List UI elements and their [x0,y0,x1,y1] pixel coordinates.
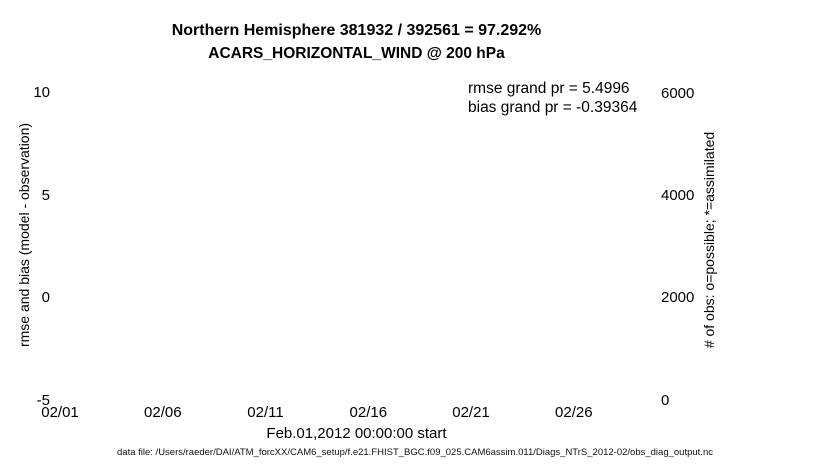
y-tick-right-4000: 4000 [661,187,695,204]
x-tick-0201: 02/01 [41,404,79,421]
x-tick-0206: 02/06 [144,404,182,421]
y-tick-right-6000: 6000 [661,84,695,102]
data-file-caption: data file: /Users/raeder/DAI/ATM_forcXX/CAM6_setup/f.e21.FHIST_BGC.f09_025.CAM6assim.011/Diags_NTrS_2012-02/obs_diag_output.nc [117,447,713,458]
x-tick-0211: 02/11 [247,404,284,421]
x-tick-0221: 02/21 [452,404,490,421]
y-tick-left-0: 0 [41,289,50,306]
y-tick-right-2000: 2000 [661,289,695,306]
y-tick-right-0: 0 [661,391,670,409]
x-axis-label: Feb.01,2012 00:00:00 start [266,425,447,442]
legend-label-bias: bias grand pr = -0.39364 [468,99,638,116]
y-tick-left-5: 5 [41,186,50,204]
y-tick-left-m5: -5 [36,391,50,409]
y-axis-label-left: rmse and bias (model - observation) [16,122,32,348]
y-tick-left-10: 10 [33,84,50,101]
x-tick-0226: 02/26 [555,404,593,421]
y-axis-label-right: # of obs: o=possible; *=assimilated [701,131,717,349]
chart-subtitle: ACARS_HORIZONTAL_WIND @ 200 hPa [208,45,505,62]
x-tick-0216: 02/16 [349,404,388,421]
legend-label-rmse: rmse grand pr = 5.4996 [468,80,630,97]
chart-title: Northern Hemisphere 381932 / 392561 = 97.292% [171,22,542,39]
